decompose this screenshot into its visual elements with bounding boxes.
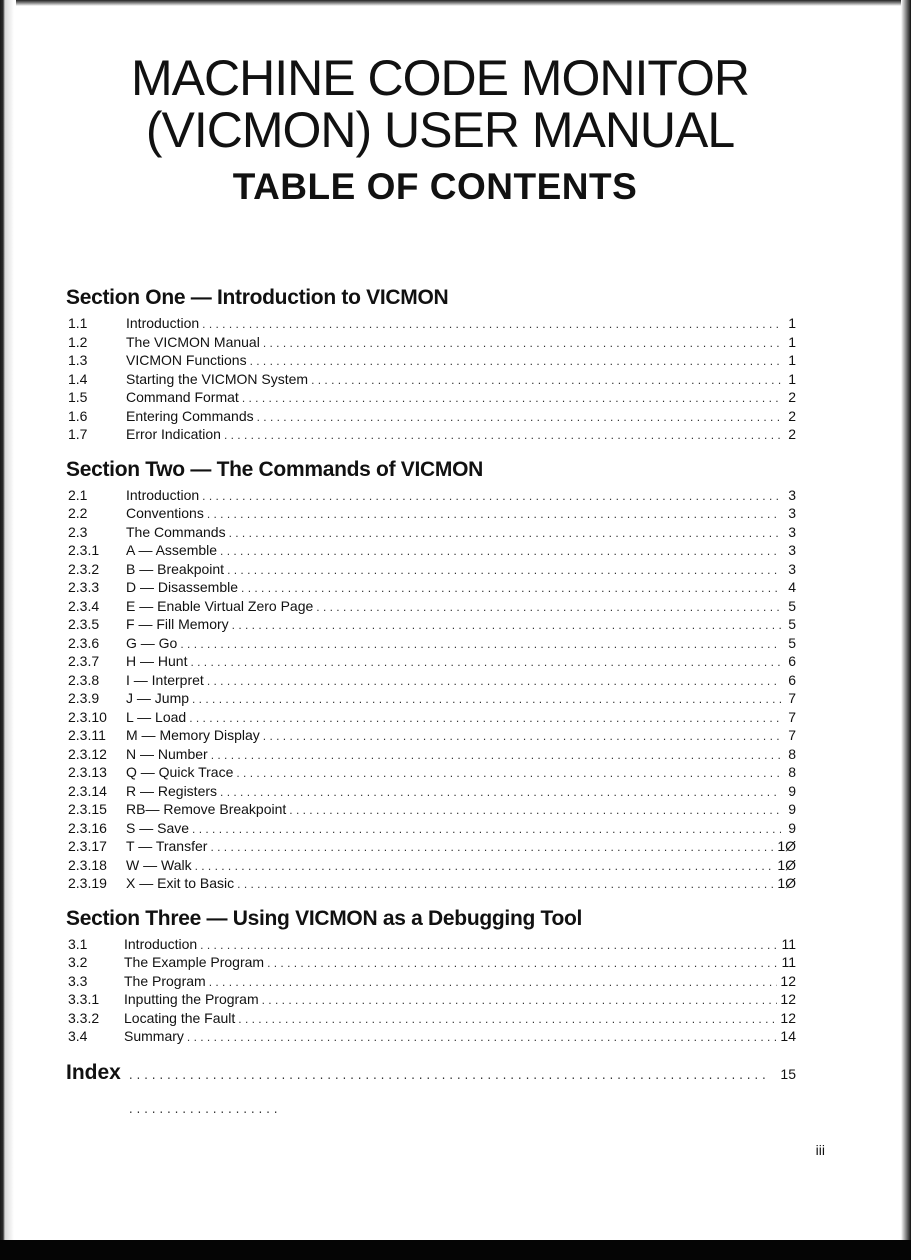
- toc-entry-number: 1.3: [68, 352, 88, 368]
- toc-entry-title: S — Save: [126, 819, 190, 836]
- dot-leader: [211, 746, 781, 765]
- dot-leader: [316, 598, 781, 617]
- dot-leader: [187, 1028, 778, 1047]
- dot-leader: [237, 875, 774, 894]
- section-heading: Section Two — The Commands of VICMON: [66, 457, 483, 481]
- dot-leader: [263, 727, 781, 746]
- toc-entry-page: 11: [781, 954, 796, 970]
- toc-entry: [66, 689, 796, 708]
- toc-entry-number: 2.3: [68, 523, 88, 540]
- toc-entry-number: 2.3.7: [68, 653, 100, 669]
- section-entry-list: [66, 486, 796, 893]
- toc-entry: [66, 523, 796, 542]
- toc-entry-title: The VICMON Manual: [126, 333, 260, 350]
- toc-entry-number: 1.6: [68, 407, 88, 424]
- dot-leader: [210, 838, 774, 857]
- dot-leader: [242, 389, 781, 408]
- toc-entry: [66, 351, 796, 370]
- toc-entry-page: 14: [780, 1028, 796, 1044]
- toc-entry: [66, 935, 796, 954]
- toc-entry-page: 3: [788, 505, 796, 521]
- dot-leader: [207, 505, 781, 524]
- toc-entry-number: 3.3.1: [68, 991, 100, 1007]
- toc-entry-page: 3: [788, 542, 796, 558]
- toc-entry-number: 2.3.6: [68, 634, 100, 651]
- toc-entry-page: 7: [788, 708, 796, 725]
- dot-leader: [202, 487, 781, 506]
- toc-entry: [66, 726, 796, 745]
- toc-entry: [66, 541, 796, 560]
- toc-entry-title: D — Disassemble: [126, 579, 239, 595]
- toc-entry-number: 2.3.10: [68, 708, 107, 725]
- toc-entry-page: 5: [788, 634, 796, 651]
- toc-entry: [66, 652, 796, 671]
- toc-entry-number: 1.5: [68, 389, 88, 405]
- toc-entry-page: 6: [788, 671, 796, 688]
- toc-entry-title: H — Hunt: [126, 653, 188, 669]
- toc-entry-number: 2.3.5: [68, 616, 100, 632]
- toc-entry-number: 3.2: [68, 954, 88, 970]
- toc-entry: [66, 990, 796, 1009]
- toc-entry-title: RB— Remove Breakpoint: [126, 801, 287, 817]
- toc-entry-page: 12: [780, 1009, 796, 1026]
- toc-entry-page: 1: [788, 352, 796, 368]
- index-label: Index: [66, 1060, 121, 1084]
- toc-entry-title: The Example Program: [124, 954, 265, 970]
- dot-leader: [180, 635, 781, 654]
- toc-entry: [66, 333, 796, 352]
- toc-entry: [66, 597, 796, 616]
- toc-entry-title: G — Go: [126, 634, 178, 651]
- toc-entry-page: 12: [780, 972, 796, 989]
- toc-entry-title: M — Memory Display: [126, 727, 260, 743]
- toc-entry: [66, 972, 796, 991]
- dot-leader: [232, 616, 781, 635]
- toc-entry: [66, 388, 796, 407]
- toc-entry: [66, 314, 796, 333]
- toc-entry-number: 2.2: [68, 505, 88, 521]
- toc-entry-number: 1.4: [68, 370, 88, 387]
- toc-entry-number: 1.2: [68, 333, 88, 350]
- toc-entry: [66, 486, 796, 505]
- toc-entry-number: 2.3.1: [68, 542, 100, 558]
- toc-entry: [66, 782, 796, 801]
- dot-leader: [220, 542, 781, 561]
- toc-entry-title: Command Format: [126, 389, 239, 405]
- toc-entry: [66, 370, 796, 389]
- toc-entry-title: W — Walk: [126, 856, 192, 873]
- toc-entry-title: Locating the Fault: [124, 1009, 236, 1026]
- toc-entry-number: 2.3.17: [68, 838, 107, 854]
- toc-entry: [66, 560, 796, 579]
- toc-entry-number: 2.3.12: [68, 745, 107, 762]
- toc-entry-page: 2: [788, 407, 796, 424]
- dot-leader: [207, 672, 781, 691]
- toc-entry-number: 3.1: [68, 935, 88, 952]
- toc-entry-title: Summary: [124, 1028, 184, 1044]
- toc-entry: [66, 837, 796, 856]
- section-entry-list: [66, 314, 796, 444]
- dot-leader: [192, 690, 781, 709]
- section-heading: Section Three — Using VICMON as a Debugging Tool: [66, 906, 583, 930]
- dot-leader: [129, 1058, 773, 1126]
- section-heading: Section One — Introduction to VICMON: [66, 286, 449, 309]
- table-of-contents: [66, 282, 796, 1090]
- toc-entry-title: A — Assemble: [126, 542, 218, 558]
- toc-entry: [66, 425, 796, 444]
- toc-entry-number: 2.3.14: [68, 782, 107, 799]
- toc-entry-title: The Commands: [126, 523, 226, 540]
- toc-entry: [66, 708, 796, 727]
- toc-entry-number: 2.3.19: [68, 875, 107, 891]
- toc-entry-page: 5: [788, 616, 796, 632]
- toc-entry-page: 11: [781, 935, 796, 952]
- toc-entry-title: Introduction: [124, 935, 198, 952]
- toc-entry: [66, 763, 796, 782]
- toc-entry-page: 6: [788, 653, 796, 669]
- toc-entry-title: Entering Commands: [126, 407, 254, 424]
- toc-entry-title: Starting the VICMON System: [126, 370, 309, 387]
- toc-entry: [66, 953, 796, 972]
- dot-leader: [227, 561, 781, 580]
- toc-entry-page: 9: [788, 782, 796, 799]
- page-right-edge: [901, 0, 911, 1260]
- toc-entry-number: 2.3.15: [68, 801, 107, 817]
- toc-entry-title: Introduction: [126, 315, 200, 331]
- toc-entry-title: Inputting the Program: [124, 991, 259, 1007]
- toc-entry: [66, 578, 796, 597]
- toc-entry: [66, 819, 796, 838]
- toc-entry-page: 4: [788, 579, 796, 595]
- toc-entry-title: I — Interpret: [126, 671, 204, 688]
- toc-entry-number: 2.3.2: [68, 560, 100, 577]
- toc-entry: [66, 671, 796, 690]
- toc-entry-number: 2.3.9: [68, 690, 100, 706]
- toc-entry-title: F — Fill Memory: [126, 616, 229, 632]
- toc-entry-number: 2.3.3: [68, 579, 100, 595]
- toc-entry-page: 1Ø: [777, 838, 796, 854]
- dot-leader: [250, 352, 781, 371]
- dot-leader: [192, 820, 781, 839]
- toc-entry-page: 1Ø: [777, 875, 796, 891]
- dot-leader: [238, 1010, 777, 1029]
- toc-entry: [66, 407, 796, 426]
- toc-entry-page: 1: [788, 370, 796, 387]
- toc-entry-number: 2.1: [68, 486, 88, 503]
- toc-entry: [66, 800, 796, 819]
- toc-entry-page: 9: [788, 801, 796, 817]
- toc-entry-page: 3: [788, 560, 796, 577]
- toc-entry: [66, 504, 796, 523]
- toc-entry-page: 1: [788, 333, 796, 350]
- dot-leader: [209, 973, 778, 992]
- dot-leader: [262, 991, 778, 1010]
- toc-entry-page: 2: [788, 389, 796, 405]
- title-line-1: MACHINE CODE MONITOR: [131, 50, 749, 106]
- page-folio: iii: [815, 1142, 825, 1158]
- toc-entry-page: 2: [788, 426, 796, 442]
- toc-entry-number: 1.1: [68, 315, 88, 331]
- toc-entry: [66, 634, 796, 653]
- toc-entry-page: 1: [788, 315, 796, 331]
- toc-entry-title: Conventions: [126, 505, 204, 521]
- toc-entry-title: X — Exit to Basic: [126, 875, 235, 891]
- toc-entry-number: 1.7: [68, 426, 88, 442]
- toc-entry: [66, 1027, 796, 1046]
- page-top-edge: [0, 0, 911, 6]
- dot-leader: [263, 334, 781, 353]
- page-bottom-edge: [0, 1240, 911, 1260]
- toc-entry-title: Q — Quick Trace: [126, 764, 234, 780]
- toc-entry-number: 2.3.4: [68, 597, 100, 614]
- toc-entry: [66, 874, 796, 893]
- subtitle: TABLE OF CONTENTS: [232, 166, 638, 207]
- toc-entry-number: 2.3.16: [68, 819, 107, 836]
- dot-leader: [267, 954, 778, 973]
- toc-entry-title: R — Registers: [126, 782, 218, 799]
- toc-entry-number: 2.3.11: [68, 727, 106, 743]
- toc-entry-title: Introduction: [126, 486, 200, 503]
- dot-leader: [190, 653, 781, 672]
- toc-entry-number: 3.4: [68, 1028, 88, 1044]
- toc-entry-number: 2.3.18: [68, 856, 107, 873]
- toc-entry-page: 1Ø: [777, 856, 796, 873]
- dot-leader: [200, 936, 778, 955]
- toc-entry-number: 3.3: [68, 972, 88, 989]
- dot-leader: [289, 801, 781, 820]
- toc-entry-number: 3.3.2: [68, 1009, 100, 1026]
- toc-entry-title: E — Enable Virtual Zero Page: [126, 597, 314, 614]
- toc-entry: [66, 1009, 796, 1028]
- toc-entry-number: 2.3.8: [68, 671, 100, 688]
- dot-leader: [229, 524, 781, 543]
- toc-entry-page: 7: [788, 690, 796, 706]
- toc-entry-number: 2.3.13: [68, 764, 107, 780]
- toc-entry-page: 3: [788, 486, 796, 503]
- section-entry-list: [66, 935, 796, 1046]
- dot-leader: [311, 371, 781, 390]
- toc-entry-title: Error Indication: [126, 426, 221, 442]
- dot-leader: [189, 709, 781, 728]
- index-entry: [66, 1056, 796, 1090]
- toc-entry: [66, 856, 796, 875]
- toc-entry-page: 8: [788, 745, 796, 762]
- toc-entry-page: 7: [788, 727, 796, 743]
- toc-entry: [66, 745, 796, 764]
- toc-entry-title: B — Breakpoint: [126, 560, 225, 577]
- toc-entry: [66, 615, 796, 634]
- dot-leader: [195, 857, 775, 876]
- toc-entry-page: 12: [780, 991, 796, 1007]
- toc-entry-page: 3: [788, 523, 796, 540]
- dot-leader: [224, 426, 781, 445]
- toc-entry-page: 5: [788, 597, 796, 614]
- toc-entry-title: The Program: [124, 972, 206, 989]
- dot-leader: [257, 408, 781, 427]
- toc-entry-title: J — Jump: [126, 690, 190, 706]
- dot-leader: [236, 764, 781, 783]
- dot-leader: [220, 783, 781, 802]
- toc-entry-title: VICMON Functions: [126, 352, 247, 368]
- toc-entry-title: L — Load: [126, 708, 187, 725]
- toc-entry-title: T — Transfer: [126, 838, 208, 854]
- toc-entry-page: 9: [788, 819, 796, 836]
- title-line-2: (VICMON) USER MANUAL: [145, 102, 735, 158]
- dot-leader: [202, 315, 781, 334]
- dot-leader: [241, 579, 781, 598]
- toc-entry-page: 8: [788, 764, 796, 780]
- index-page: 15: [780, 1065, 796, 1082]
- toc-entry-title: N — Number: [126, 745, 208, 762]
